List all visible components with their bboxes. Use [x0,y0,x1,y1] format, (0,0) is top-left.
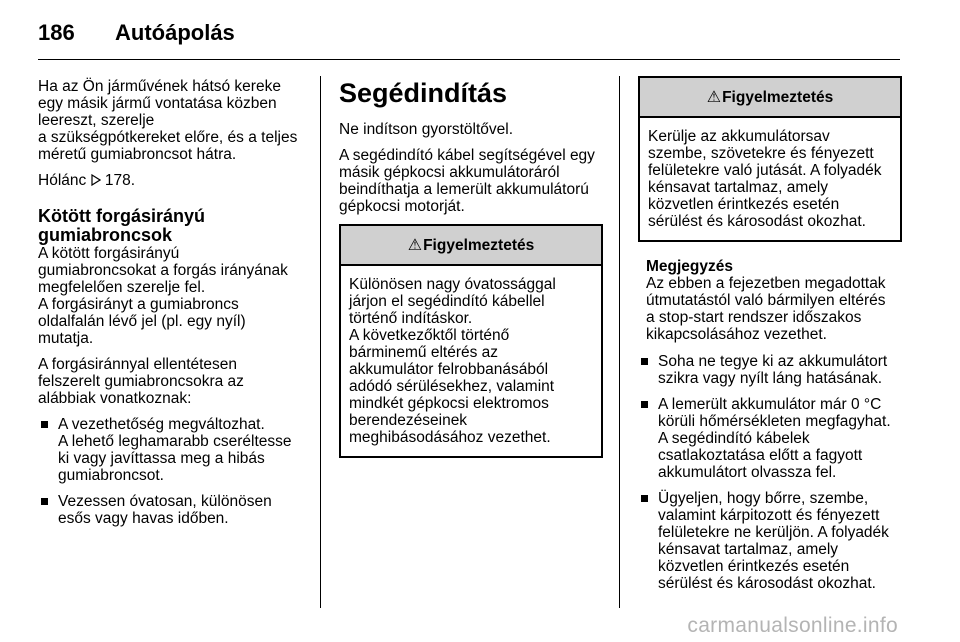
reverse-mount-paragraph: A forgásiránnyal ellentétesen felszerelt gumiabroncsokra az alábbiak vonatkoznak: [38,356,244,407]
chapter-title: Autóápolás [115,20,235,45]
column-1 [38,78,310,536]
list-item-text: A lemerült akkumulátor már 0 °C körüli hőmérsékleten megfagyhat. A segédindító kábelek csatlakoztatása előtt a fagyott akkumulátort olvassza fel. [658,396,891,481]
list-item-text: Soha ne tegye ki az akkumulátort szikra vagy nyílt láng hatásának. [658,353,888,387]
note-box [646,258,902,343]
directional-tyres-heading: Kötött forgásirányú gumiabroncsok [38,206,206,245]
warning-box [638,76,902,242]
warning-title: Figyelmeztetés [722,88,834,106]
warning-title: Figyelmeztetés [423,236,535,254]
bullet-icon [641,358,648,365]
warning-box [339,224,603,458]
header-rule [38,59,900,60]
battery-safety-list [638,353,902,592]
list-item-text: Ügyeljen, hogy bőrre, szembe, valamint kárpitozott és fényezett felületekre ne kerüljön. A folyadék kénsavat tartalmaz, amely közvetlen érintkezés esetén sérülést és károsodást okozhat. [658,490,889,592]
list-item [638,396,902,481]
snow-chain-reference [38,172,310,189]
snow-chain-page-ref[interactable]: 178. [104,172,136,189]
column-divider-1 [320,76,321,608]
directional-tyres-paragraph: A kötött forgásirányú gumiabroncsokat a forgás irányának megfelelően szerelje fel. A forgásirányt a gumiabroncs oldalfalán lévő jel (pl. egy nyíl) mutatja. [38,245,288,347]
list-item [638,353,902,387]
bullet-icon [41,498,48,505]
column-2 [339,78,603,458]
jump-start-paragraph: A segédindító kábel segítségével egy másik gépkocsi akkumulátoráról beindíthatja a lemerült akkumulátorú gépkocsi motorját. [339,147,595,215]
bullet-icon [641,495,648,502]
list-item [38,416,310,484]
jump-start-heading: Segédindítás [339,78,508,108]
list-item [638,490,902,592]
note-body: Az ebben a fejezetben megadottak útmutatástól való bármilyen eltérés a stop-start rendszer időszakos kikapcsolásához vezethet. [646,275,886,343]
jump-start-intro: Ne indítson gyorstöltővel. [339,121,514,138]
note-title: Megjegyzés [646,258,734,275]
column-3 [638,78,902,601]
list-item-text: Vezessen óvatosan, különösen esős vagy havas időben. [58,493,272,527]
bullet-icon [41,421,48,428]
column-divider-2 [619,76,620,608]
list-item [38,493,310,527]
list-item-text: A vezethetőség megváltozhat. A lehető leghamarabb cseréltesse ki vagy javíttassa meg a hibás gumiabroncsot. [58,416,292,484]
rear-wheel-paragraph: Ha az Ön járművének hátsó kereke egy másik jármű vontatása közben leereszt, szerelje a szükségpótkereket előre, és a teljes méretű gumiabroncsot hátra. [38,78,298,163]
bullet-icon [641,401,648,408]
warning-body: Különösen nagy óvatossággal járjon el segédindító kábellel történő indításkor. A következőktől történő bárminemű eltérés az akkumulátor felrobbanásából adódó sérülésekhez, valamint mindkét gépkocsi elektromos berendezéseinek meghibásodásához vezethet. [349,276,556,446]
warning-header [341,226,601,266]
warning-triangle-icon: ⚠ [407,236,423,254]
warning-header [640,78,900,118]
snow-chain-label: Hólánc [38,172,87,189]
warning-triangle-icon: ⚠ [706,88,722,106]
page-number: 186 [38,20,75,45]
reverse-mount-list [38,416,310,527]
warning-body: Kerülje az akkumulátorsav szembe, szövetekre és fényezett felületekre való jutását. A folyadék kénsavat tartalmaz, amely közvetlen érintkezés esetén sérülést és károsodást okozhat. [648,128,882,230]
arrow-right-icon[interactable] [91,172,105,189]
watermark: carmanualsonline.info [687,614,898,637]
